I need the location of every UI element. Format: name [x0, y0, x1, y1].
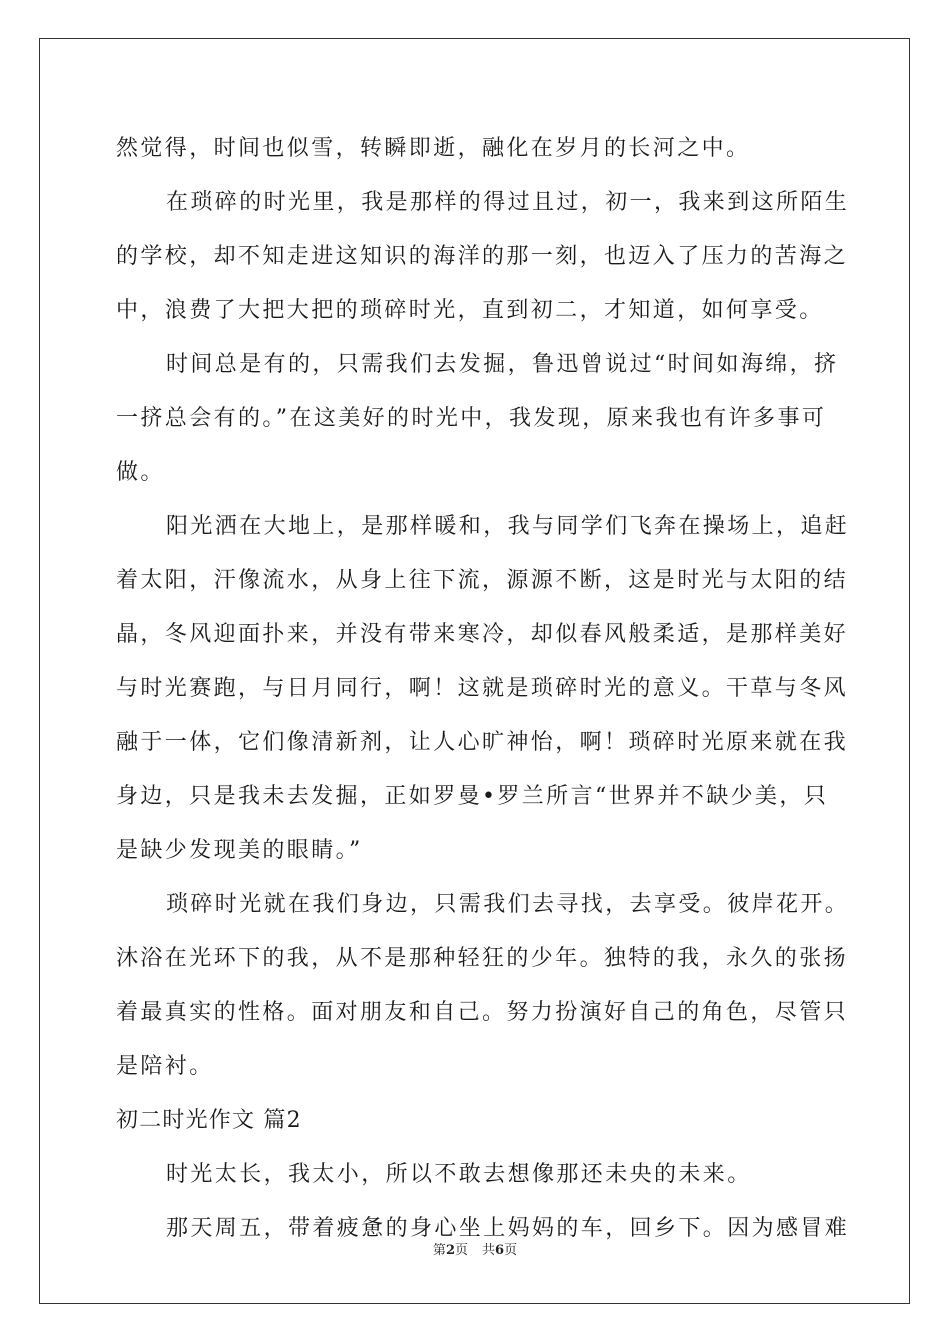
page-prefix: 第: [432, 1243, 446, 1258]
document-body: [116, 122, 850, 1256]
text-line: 一挤总会有的。”在这美好的时光中，我发现，原来我也有许多事可: [116, 406, 827, 431]
text-line: 阳光洒在大地上，是那样暖和，我与同学们飞奔在操场上，追赶: [166, 514, 850, 539]
section-heading: 初二时光作文 篇2: [116, 1108, 302, 1133]
text-line: 的学校，却不知走进这知识的海洋的那一刻，也迈入了压力的苦海之: [116, 244, 849, 269]
text-line: 是缺少发现美的眼睛。”: [116, 838, 363, 863]
text-line: 然觉得，时间也似雪，转瞬即逝，融化在岁月的长河之中。: [116, 136, 751, 161]
page-footer: [0, 1242, 950, 1260]
text-line: 与时光赛跑，与日月同行，啊！这就是琐碎时光的意义。干草与冬风: [116, 676, 849, 701]
total-pages: 6: [495, 1243, 505, 1258]
text-line: 着最真实的性格。面对朋友和自己。努力扮演好自己的角色，尽管只: [116, 1000, 849, 1025]
text-line: 时间总是有的，只需我们去发掘，鲁迅曾说过“时间如海绵，挤: [166, 352, 839, 377]
total-prefix: 共: [482, 1243, 496, 1258]
text-line: 身边，只是我未去发掘，正如罗曼•罗兰所言“世界并不缺少美，只: [116, 784, 829, 809]
text-line: 晶，冬风迎面扑来，并没有带来寒冷，却似春风般柔适，是那样美好: [116, 622, 849, 647]
text-line: 着太阳，汗像流水，从身上往下流，源源不断，这是时光与太阳的结: [116, 568, 849, 593]
total-suffix: 页: [504, 1243, 518, 1258]
text-line: 沐浴在光环下的我，从不是那种轻狂的少年。独特的我，永久的张扬: [116, 946, 849, 971]
text-line: 是陪衬。: [116, 1054, 214, 1079]
text-line: 那天周五，带着疲惫的身心坐上妈妈的车，回乡下。因为感冒难: [166, 1216, 850, 1241]
page-number: 2: [445, 1243, 455, 1258]
page-suffix: 页: [454, 1243, 468, 1258]
text-line: 做。: [116, 460, 165, 485]
text-line: 时光太长，我太小，所以不敢去想像那还未央的未来。: [166, 1162, 752, 1187]
text-line: 在琐碎的时光里，我是那样的得过且过，初一，我来到这所陌生: [166, 190, 850, 215]
text-line: 中，浪费了大把大把的琐碎时光，直到初二，才知道，如何享受。: [116, 298, 824, 323]
text-line: 融于一体，它们像清新剂，让人心旷神怡，啊！琐碎时光原来就在我: [116, 730, 849, 755]
text-line: 琐碎时光就在我们身边，只需我们去寻找，去享受。彼岸花开。: [166, 892, 850, 917]
